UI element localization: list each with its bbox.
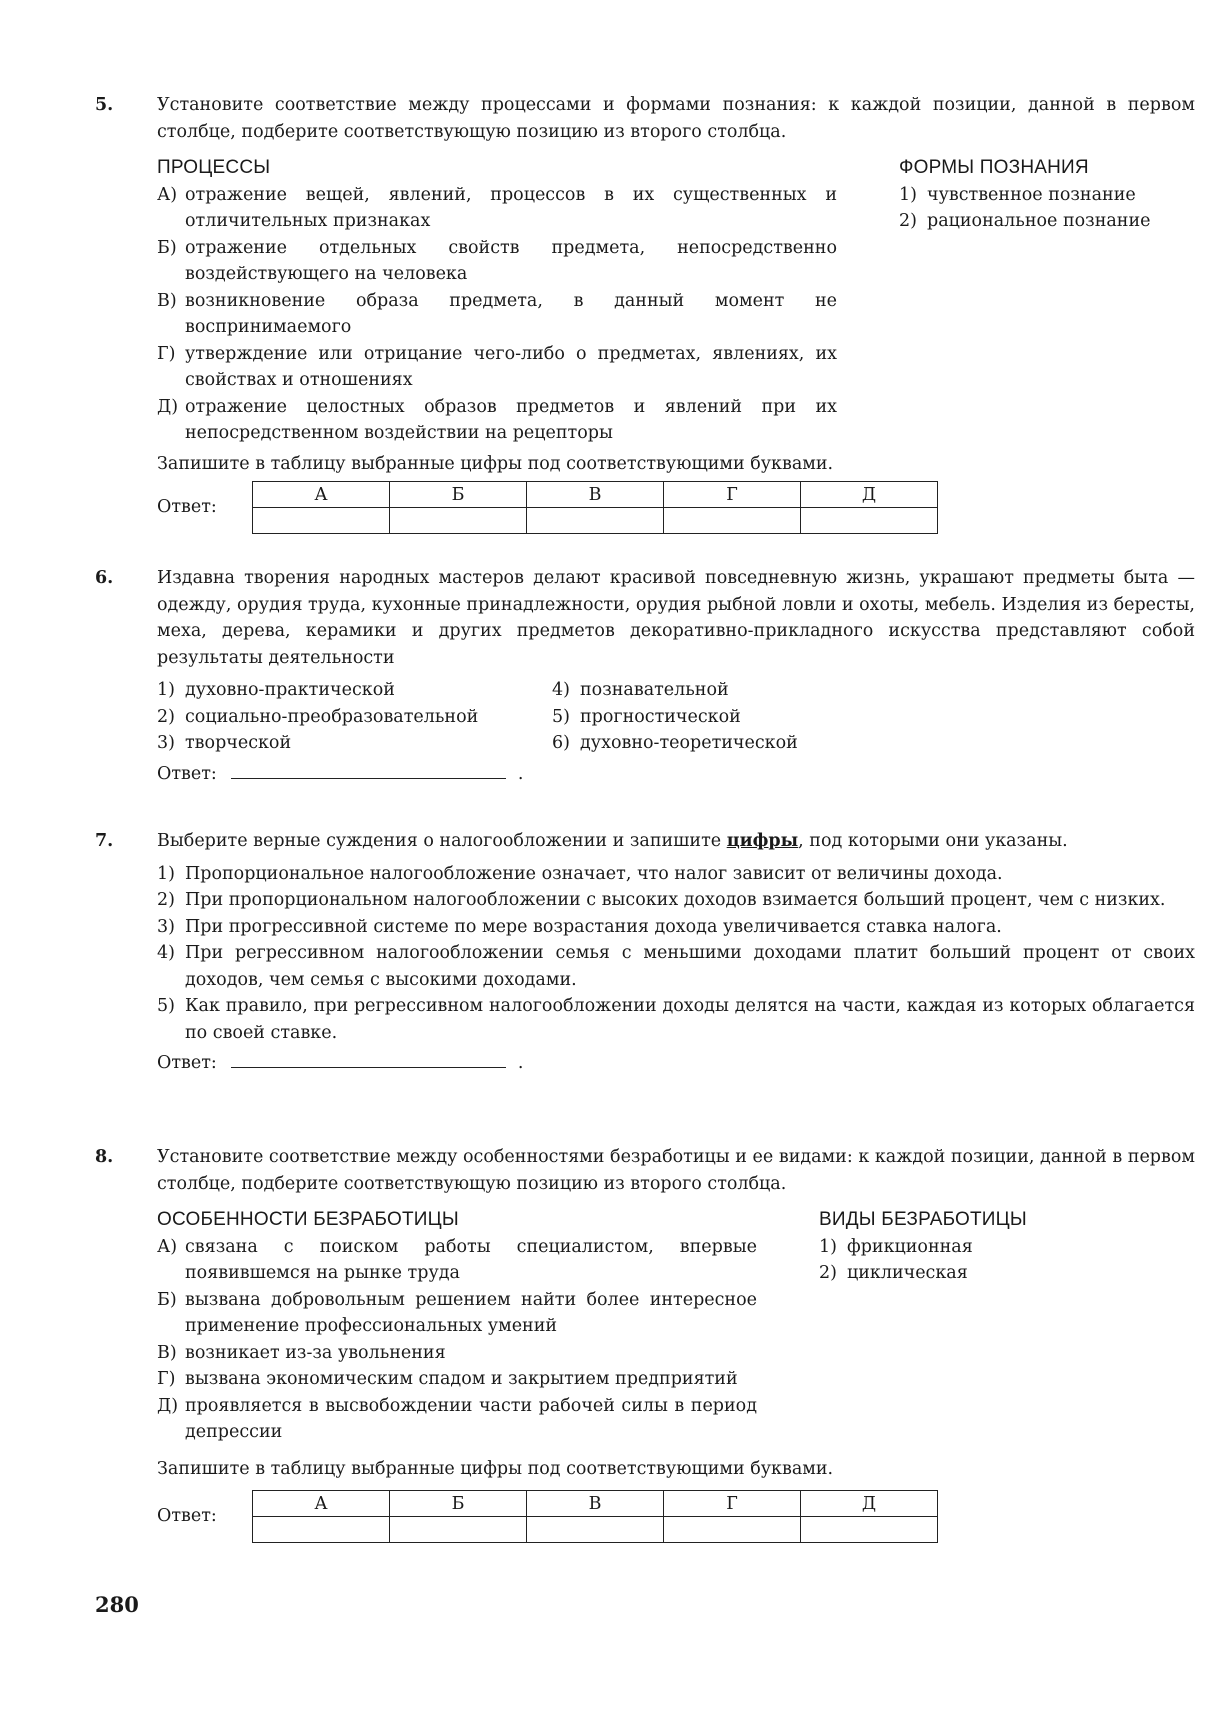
answer-cell[interactable] [527,508,664,534]
table-header: В [527,1491,664,1517]
left-column-header: ОСОБЕННОСТИ БЕЗРАБОТИЦЫ [157,1209,459,1230]
table-header: А [253,482,390,508]
left-column-header: ПРОЦЕССЫ [157,157,271,178]
statement: 4) При регрессивном налогообложении семья с меньшими доходами платит больший процент от своих доходов, чем семья с высокими доходами. [157,943,1195,990]
table-header: Г [664,482,801,508]
table-header: Б [390,482,527,508]
answer-cell[interactable] [664,508,801,534]
statement: 5) Как правило, при регрессивном налогообложении доходы делятся на части, каждая из которых облагается по своей ставке. [157,996,1195,1043]
match-item: А) отражение вещей, явлений, процессов в их существенных и отличительных признаках [157,184,837,231]
task-8 [95,1144,1195,1543]
match-item: Г) утверждение или отрицание чего-либо о предметах, явлениях, их свойствах и отношениях [157,343,837,390]
right-column-header: ВИДЫ БЕЗРАБОТИЦЫ [819,1209,1027,1230]
task-5 [95,92,1195,534]
match-item: А) связана с поиском работы специалистом, впервые появившемся на рынке труда [157,1236,757,1283]
task-number: 7. [95,831,114,851]
answer-option: 6) духовно-теоретической [552,733,798,753]
table-header: Г [664,1491,801,1517]
match-item: Г) вызвана экономическим спадом и закрытием предприятий [157,1369,738,1389]
task-question: Установите соответствие между особенностями безработицы и ее видами: к каждой позиции, данной в первом столбце, подберите соответствующую позицию из второго столбца. [157,1147,1195,1194]
answer-cell[interactable] [527,1517,664,1543]
answer-blank[interactable] [231,761,506,779]
answer-option: 5) прогностической [552,706,741,727]
answer-cell[interactable] [801,508,938,534]
answer-label: Ответ: [157,763,217,784]
table-header: Д [801,1491,938,1517]
table-header: В [527,482,664,508]
table-instruction: Запишите в таблицу выбранные цифры под соответствующими буквами. [157,453,834,474]
task-number: 8. [95,1147,114,1167]
answer-cell[interactable] [253,1517,390,1543]
answer-option: 4) познавательной [552,680,729,700]
task-6: 6. Издавна творения народных мастеров делают красивой повседневную жизнь, украшают предметы быта — одежду, орудия труда, кухонные принадлежности, орудия рыбной ловли и охоты, мебель. Изделия из бересты, меха, дерева, керамики и других предметов декоративно-прикладного искусства представляют собой результаты деятельности 1) духовно-практической 2) социально-преобразовательной 3) творческой 4) познавательной 5) прогностической 6) духовно-теоретической Ответ: . [95,565,1195,787]
answer-table [252,481,938,534]
right-column-header: ФОРМЫ ПОЗНАНИЯ [899,157,1089,178]
answer-label: Ответ: [157,1506,217,1527]
match-option: 1) чувственное познание [899,184,1136,205]
answer-option: 3) творческой [157,733,292,753]
statement: 3) При прогрессивной системе по мере возрастания дохода увеличивается ставка налога. [157,916,1002,937]
table-header: Б [390,1491,527,1517]
task-question: Установите соответствие между процессами и формами познания: к каждой позиции, данной в первом столбце, подберите соответствующую позицию из второго столбца. [157,95,1195,142]
match-option: 2) циклическая [819,1263,968,1283]
task-question: Издавна творения народных мастеров делают красивой повседневную жизнь, украшают предметы быта — одежду, орудия труда, кухонные принадлежности, орудия рыбной ловли и охоты, мебель. Изделия из бересты, меха, дерева, керамики и других предметов декоративно-прикладного искусства представляют собой результаты деятельности [157,568,1195,668]
match-option: 1) фрикционная [819,1236,973,1257]
answer-blank[interactable] [231,1050,506,1068]
page-number: 280 [95,1592,139,1617]
answer-label: Ответ: [157,1053,217,1073]
statement: 1) Пропорциональное налогообложение означает, что налог зависит от величины дохода. [157,863,1003,884]
match-option: 2) рациональное познание [899,211,1151,231]
match-item: Д) отражение целостных образов предметов и явлений при их непосредственном воздействии на рецепторы [157,396,837,443]
answer-label: Ответ: [157,497,217,518]
match-item: Д) проявляется в высвобождении части рабочей силы в период депрессии [157,1395,757,1442]
answer-table [252,1490,938,1543]
answer-cell[interactable] [390,508,527,534]
task-number: 5. [95,95,114,115]
match-item: В) возникает из-за увольнения [157,1342,446,1363]
task-number: 6. [95,568,114,588]
table-header: А [253,1491,390,1517]
match-item: Б) отражение отдельных свойств предмета, непосредственно воздействующего на человека [157,237,837,284]
answer-option: 1) духовно-практической [157,680,395,700]
match-item: Б) вызвана добровольным решением найти более интересное применение профессиональных умений [157,1289,757,1336]
task-question: Выберите верные суждения о налогообложении и запишите цифры, под которыми они указаны. [157,831,1068,851]
answer-cell[interactable] [801,1517,938,1543]
table-instruction: Запишите в таблицу выбранные цифры под соответствующими буквами. [157,1458,834,1479]
task-7: 7. Выберите верные суждения о налогообложении и запишите цифры, под которыми они указаны. 1) Пропорциональное налогообложение означает, что налог зависит от величины дохода. 2) При пропорциональном налогообложении с высоких доходов взимается больший процент, чем с низких. 3) При прогрессивной системе по мере возрастания дохода увеличивается ставка налога. 4) При регрессивном налогообложении семья с меньшими доходами платит больший процент от своих доходов, чем семья с высокими доходами. 5) Как правило, при регрессивном налогообложении доходы делятся на части, каждая из которых облагается по своей ставке. Ответ: . [95,828,1195,1077]
answer-option: 2) социально-преобразовательной [157,706,479,727]
match-item: В) возникновение образа предмета, в данный момент не воспринимаемого [157,290,837,337]
answer-cell[interactable] [390,1517,527,1543]
table-header: Д [801,482,938,508]
answer-cell[interactable] [664,1517,801,1543]
answer-cell[interactable] [253,508,390,534]
emphasis-digits: цифры [726,831,799,851]
statement: 2) При пропорциональном налогообложении с высоких доходов взимается больший процент, чем с низких. [157,890,1166,910]
